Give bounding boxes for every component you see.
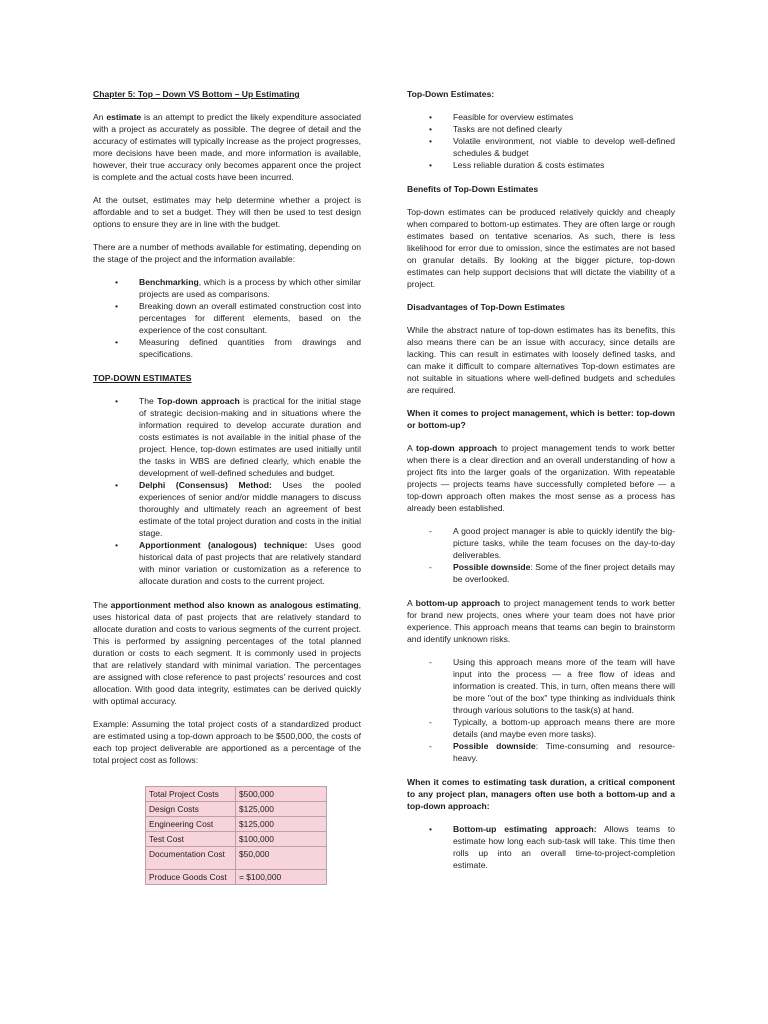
bottomup-estimating-list: [407, 823, 675, 871]
list-item: • Tasks are not defined clearly: [429, 124, 562, 134]
benefits-heading: Benefits of Top-Down Estimates: [407, 184, 539, 194]
table-row: Documentation Cost $50,000: [146, 847, 327, 870]
list-item: - Possible downside: Time-consuming and resource-heavy.: [429, 741, 675, 763]
which-is-better-heading: When it comes to project management, which is better: top-down or bottom-up?: [407, 408, 675, 430]
cost-table: [145, 786, 327, 885]
right-column: [407, 88, 675, 883]
table-row: Engineering Cost $125,000: [146, 817, 327, 832]
list-item: • Measuring defined quantities from drawings and specifications.: [115, 337, 361, 359]
list-item: • Volatile environment, not viable to develop well-defined schedules & budget: [429, 136, 675, 158]
topdown-estimates-subheading: Top-Down Estimates:: [407, 89, 495, 99]
list-item: • Apportionment (analogous) technique: Uses good historical data of past projects that are relatively standard with minor variation or customization as a reference to allocate duration and costs to the current project.: [115, 540, 361, 586]
list-item: • Breaking down an overall estimated construction cost into percentages for different elements, based on the experience of the cost consultant.: [115, 301, 361, 335]
budget-paragraph: At the outset, estimates may help determine whether a project is affordable and to set a budget. They will then be used to test design options to ensure they are in line with the budget.: [93, 195, 361, 229]
bottomup-approach-paragraph: A bottom-up approach to project management tends to work better for brand new projects, ones where your team does not have prior experience. This approach means that teams can begin to brainstorm and identify unknown risks.: [407, 598, 675, 644]
topdown-characteristics-list: [407, 111, 675, 171]
list-item: • Less reliable duration & costs estimates: [429, 160, 605, 170]
list-item: - Typically, a bottom-up approach means there are more details (and maybe even more tasks).: [429, 717, 675, 739]
example-paragraph: Example: Assuming the total project costs of a standardized product are estimated using a top-down approach to be $500,000, the costs of each top project deliverable are apportioned as a percentage of the total project cost as follows:: [93, 719, 361, 765]
estimate-definition-paragraph: An estimate is an attempt to predict the likely expenditure associated with a project as accurately as possible. The degree of detail and the accuracy of estimates will typically increase as the project progresses, more decisions have been made, and more information is available, however, their true accuracy only becomes apparent once the project is complete and the actual costs have been incurred.: [93, 112, 362, 182]
topdown-approach-paragraph: A top-down approach to project management tends to work better when there is a clear direction and an overall understanding of how a project fits into the larger goals of the organization. With repeatable projects — projects teams have successfully completed before — a top-down approach often makes the most sense as a process has already been established.: [407, 443, 675, 513]
table-row: Total Project Costs $500,000: [146, 787, 327, 802]
chapter-title: Chapter 5: Top – Down VS Bottom – Up Estimating: [93, 89, 300, 99]
table-row: Design Costs $125,000: [146, 802, 327, 817]
topdown-points-list: [407, 525, 675, 585]
list-item: • Benchmarking, which is a process by which other similar projects are used as comparisons.: [115, 277, 361, 299]
apportionment-paragraph: The apportionment method also known as analogous estimating, uses historical data of past projects that are relatively standard to allocate duration and costs to various segments of the current project. This is performed by assigning percentages of the total planned duration or costs to each segment. It is commonly used in projects that are relatively standard with minimal variation. The percentages are assigned with close reference to past projects' resources and cost allocation. With good data integrity, estimates can be derived quickly with optimal accuracy.: [93, 600, 361, 706]
methods-list: [93, 276, 361, 360]
list-item: • Bottom-up estimating approach: Allows teams to estimate how long each sub-task will take. This time then rolls up into an overall time-to-project-completion estimate.: [429, 824, 675, 870]
disadvantages-heading: Disadvantages of Top-Down Estimates: [407, 302, 565, 312]
estimating-duration-heading: When it comes to estimating task duration, a critical component to any project plan, managers often use both a bottom-up and a top-down approach:: [407, 777, 675, 811]
list-item: • Delphi (Consensus) Method: Uses the pooled experiences of senior and/or middle managers to discuss thoroughly and ultimately reach an agreement of best estimate of the total project duration and costs in the initial stage.: [115, 480, 361, 538]
benefits-paragraph: Top-down estimates can be produced relatively quickly and cheaply when compared to bottom-up estimates. They are often large or rough estimates based on tentative scenarios. As such, there is less likelihood for error due to omission, since the estimates are not based on granular details. By looking at the bigger picture, top-down estimates can help support decisions that will dictate the viability of a project.: [407, 207, 675, 289]
list-item: - A good project manager is able to quickly identify the big-picture tasks, while the team focuses on the day-to-day deliverables.: [429, 526, 675, 560]
topdown-methods-list: [93, 395, 361, 587]
list-item: • The Top-down approach is practical for the initial stage of strategic decision-making and in situations where the information required to develop accurate duration and costs estimates is not available in the initial phase of the project. Hence, top-down estimates are used initially until the tasks in WBS are defined clearly, which enable the development of well-defined schedules and budget.: [115, 396, 361, 478]
bottomup-points-list: [407, 656, 675, 764]
table-row: Produce Goods Cost = $100,000: [146, 870, 327, 885]
topdown-estimates-heading: TOP-DOWN ESTIMATES: [93, 373, 192, 383]
list-item: - Using this approach means more of the team will have input into the process — a free flow of ideas and information is created. This, in turn, often means there will be more "out of the box" type thinking as individuals think through various solutions to the task(s) at hand.: [429, 657, 675, 715]
list-item: - Possible downside: Some of the finer project details may be overlooked.: [429, 562, 675, 584]
methods-intro-paragraph: There are a number of methods available for estimating, depending on the stage of the project and the information available:: [93, 242, 362, 264]
disadvantages-paragraph: While the abstract nature of top-down estimates has its benefits, this also means there can be an issue with accuracy, since details are lacking. This can result in estimates with loosely defined tasks, and can make it difficult to compare alternatives Top-down estimates are not suitable in situations where well-defined budgets and schedules are required.: [407, 325, 675, 395]
left-column: [93, 88, 361, 885]
table-row: Test Cost $100,000: [146, 832, 327, 847]
list-item: • Feasible for overview estimates: [429, 112, 574, 122]
